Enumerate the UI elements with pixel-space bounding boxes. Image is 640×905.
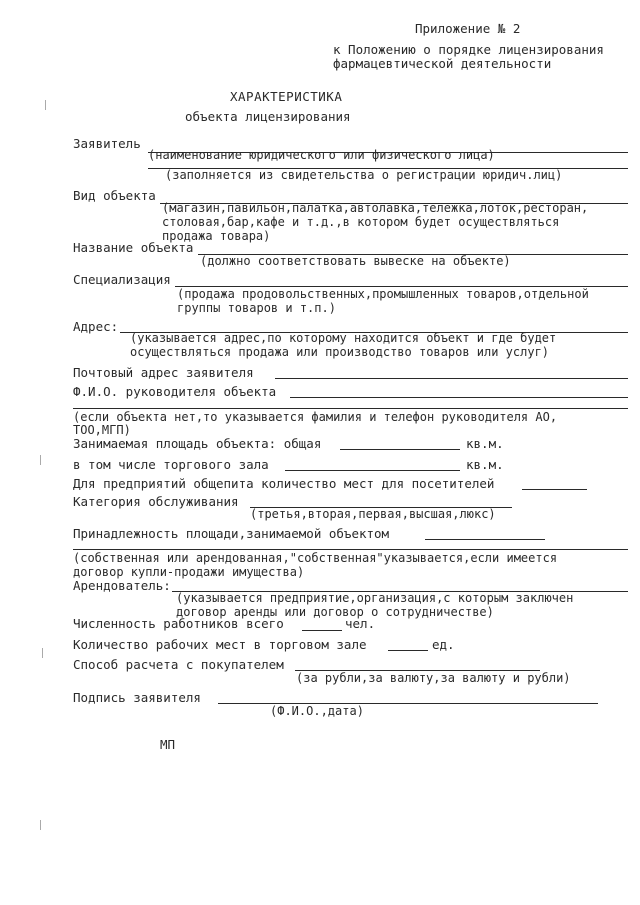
object-type-hint-line3: продажа товара)	[162, 229, 271, 243]
document-subtitle: объекта лицензирования	[185, 109, 351, 124]
scan-mark	[40, 820, 44, 830]
stamp-place: МП	[160, 737, 176, 752]
address-label: Адрес:	[73, 319, 119, 334]
object-type-hint-line1: (магазин,павильон,палатка,автолавка,тележка,лоток,ресторан,	[162, 201, 589, 215]
scan-mark	[42, 648, 46, 658]
object-name-hint: (должно соответствовать вывеске на объекте)	[200, 254, 511, 268]
ownership-extra-field[interactable]	[73, 549, 628, 550]
object-name-label: Название объекта	[73, 240, 194, 255]
ownership-hint-line1: (собственная или арендованная,"собственная"указывается,если имеется	[73, 551, 558, 565]
staff-count-label: Численность работников всего	[73, 616, 284, 631]
total-area-label: Занимаемая площадь объекта: общая	[73, 436, 322, 451]
service-category-hint: (третья,вторая,первая,высшая,люкс)	[250, 507, 496, 521]
total-area-unit: кв.м.	[466, 436, 504, 451]
lessor-label: Арендователь:	[73, 578, 171, 593]
regulation-reference-line1: к Положению о порядке лицензирования	[333, 42, 604, 57]
payment-method-label: Способ расчета с покупателем	[73, 657, 284, 672]
specialization-hint-line1: (продажа продовольственных,промышленных товаров,отдельной	[177, 287, 589, 301]
staff-count-field[interactable]	[302, 630, 342, 631]
applicant-hint: (наименование юридического или физического лица)	[148, 148, 495, 162]
service-category-label: Категория обслуживания	[73, 494, 239, 509]
trade-area-field[interactable]	[285, 470, 460, 471]
director-field[interactable]	[290, 397, 628, 398]
scan-mark	[45, 100, 49, 110]
payment-method-hint: (за рубли,за валюту,за валюту и рубли)	[296, 671, 571, 685]
workplaces-label: Количество рабочих мест в торговом зале	[73, 637, 367, 652]
staff-count-unit: чел.	[345, 616, 376, 631]
catering-seats-label: Для предприятий общепита количество мест для посетителей	[73, 476, 495, 491]
postal-address-field[interactable]	[275, 378, 628, 379]
catering-seats-field[interactable]	[522, 489, 587, 490]
address-hint-line1: (указывается адрес,по которому находится объект и где будет	[130, 331, 557, 345]
specialization-hint-line2: группы товаров и т.п.)	[177, 301, 336, 315]
director-hint-line1: (если объекта нет,то указывается фамилия и телефон руководителя АО,	[73, 410, 558, 424]
specialization-label: Специализация	[73, 272, 171, 287]
regulation-reference-line2: фармацевтической деятельности	[333, 56, 552, 71]
object-type-label: Вид объекта	[73, 188, 156, 203]
total-area-field[interactable]	[340, 449, 460, 450]
trade-area-label: в том числе торгового зала	[73, 457, 269, 472]
ownership-hint-line2: договор купли-продажи имущества)	[73, 565, 305, 579]
address-hint-line2: осуществляться продажа или производство товаров или услуг)	[130, 345, 550, 359]
document-title: ХАРАКТЕРИСТИКА	[230, 89, 343, 104]
trade-area-unit: кв.м.	[466, 457, 504, 472]
applicant-label: Заявитель	[73, 136, 141, 151]
workplaces-field[interactable]	[388, 650, 428, 651]
lessor-hint-line2: договор аренды или договор о сотрудничестве)	[176, 605, 494, 619]
signature-hint: (Ф.И.О.,дата)	[270, 704, 364, 718]
director-extra-field[interactable]	[73, 408, 628, 409]
signature-label: Подпись заявителя	[73, 690, 201, 705]
workplaces-unit: ед.	[432, 637, 455, 652]
appendix-number: Приложение № 2	[415, 21, 521, 36]
ownership-label: Принадлежность площади,занимаемой объектом	[73, 526, 390, 541]
director-hint-line2: ТОО,МГП)	[73, 423, 131, 437]
object-type-hint-line2: столовая,бар,кафе и т.д.,в котором будет осуществляться	[162, 215, 560, 229]
applicant-registration-hint: (заполняется из свидетельства о регистрации юридич.лиц)	[165, 168, 563, 182]
lessor-hint-line1: (указывается предприятие,организация,с которым заключен	[176, 591, 574, 605]
director-label: Ф.И.О. руководителя объекта	[73, 384, 277, 399]
ownership-field[interactable]	[425, 539, 545, 540]
scan-mark	[40, 455, 44, 465]
postal-address-label: Почтовый адрес заявителя	[73, 365, 254, 380]
